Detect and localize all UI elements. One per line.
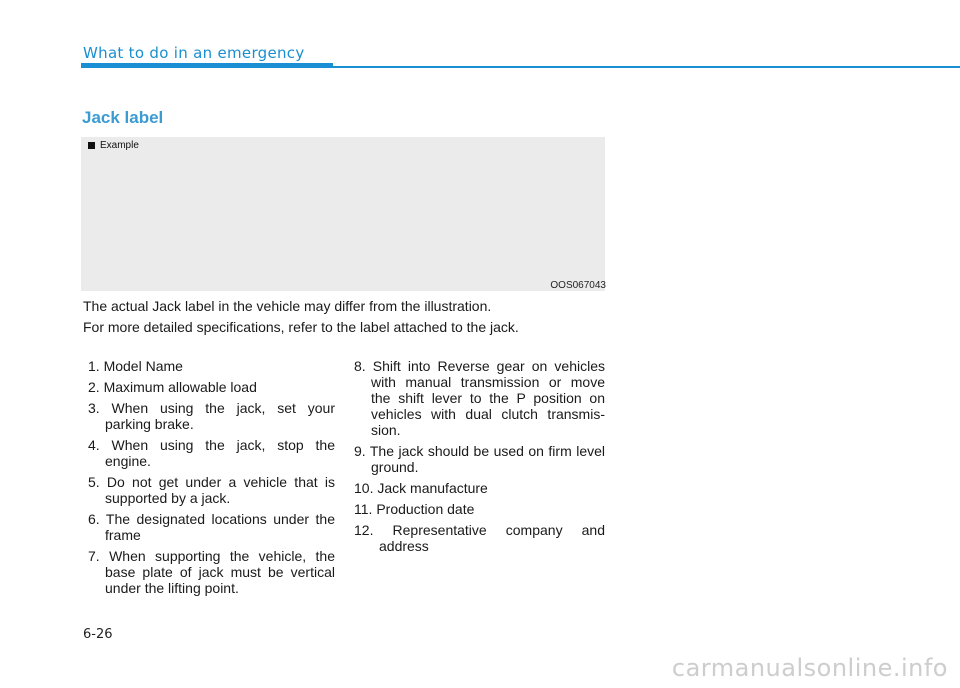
list-item: 12. Representative company and address	[354, 522, 605, 554]
list-item: 1. Model Name	[88, 358, 183, 374]
list-item: 9. The jack should be used on firm level ground.	[354, 443, 605, 475]
list-left-column	[88, 358, 335, 601]
list-item: 2. Maximum allowable load	[88, 379, 257, 395]
list-item: 7. When supporting the vehicle, the base plate of jack must be vertical under the lifting point.	[88, 548, 335, 596]
intro-paragraph-2: For more detailed specifications, refer to the label attached to the jack.	[83, 319, 519, 335]
list-item: 11. Production date	[354, 501, 475, 517]
page-title: Jack label	[82, 108, 164, 127]
header-rule-thin	[333, 66, 960, 68]
figure-tag-label: Example	[100, 140, 139, 151]
list-item: 3. When using the jack, set your parking brake.	[88, 400, 335, 432]
list-item: 6. The designated locations under the frame	[88, 511, 335, 543]
figure-tag	[88, 140, 139, 151]
list-item: 4. When using the jack, stop the engine.	[88, 437, 335, 469]
intro-paragraph-1: The actual Jack label in the vehicle may differ from the illustration.	[83, 298, 492, 314]
header-rule-thick	[81, 63, 333, 68]
figure-code: OOS067043	[550, 280, 606, 291]
list-item: 5. Do not get under a vehicle that is supported by a jack.	[88, 474, 335, 506]
list-item: 10. Jack manufacture	[354, 480, 488, 496]
list-right-column	[354, 358, 605, 559]
watermark: carmanualsonline.info	[671, 654, 948, 682]
section-header: What to do in an emergency	[83, 44, 305, 62]
page-number: 6-26	[83, 627, 113, 642]
figure-placeholder	[81, 137, 605, 291]
list-item: 8. Shift into Reverse gear on vehicles with manual transmission or move the shift lever to the P position on vehicles with dual clutch transmis-sion.	[354, 358, 605, 438]
square-bullet-icon	[88, 142, 95, 149]
